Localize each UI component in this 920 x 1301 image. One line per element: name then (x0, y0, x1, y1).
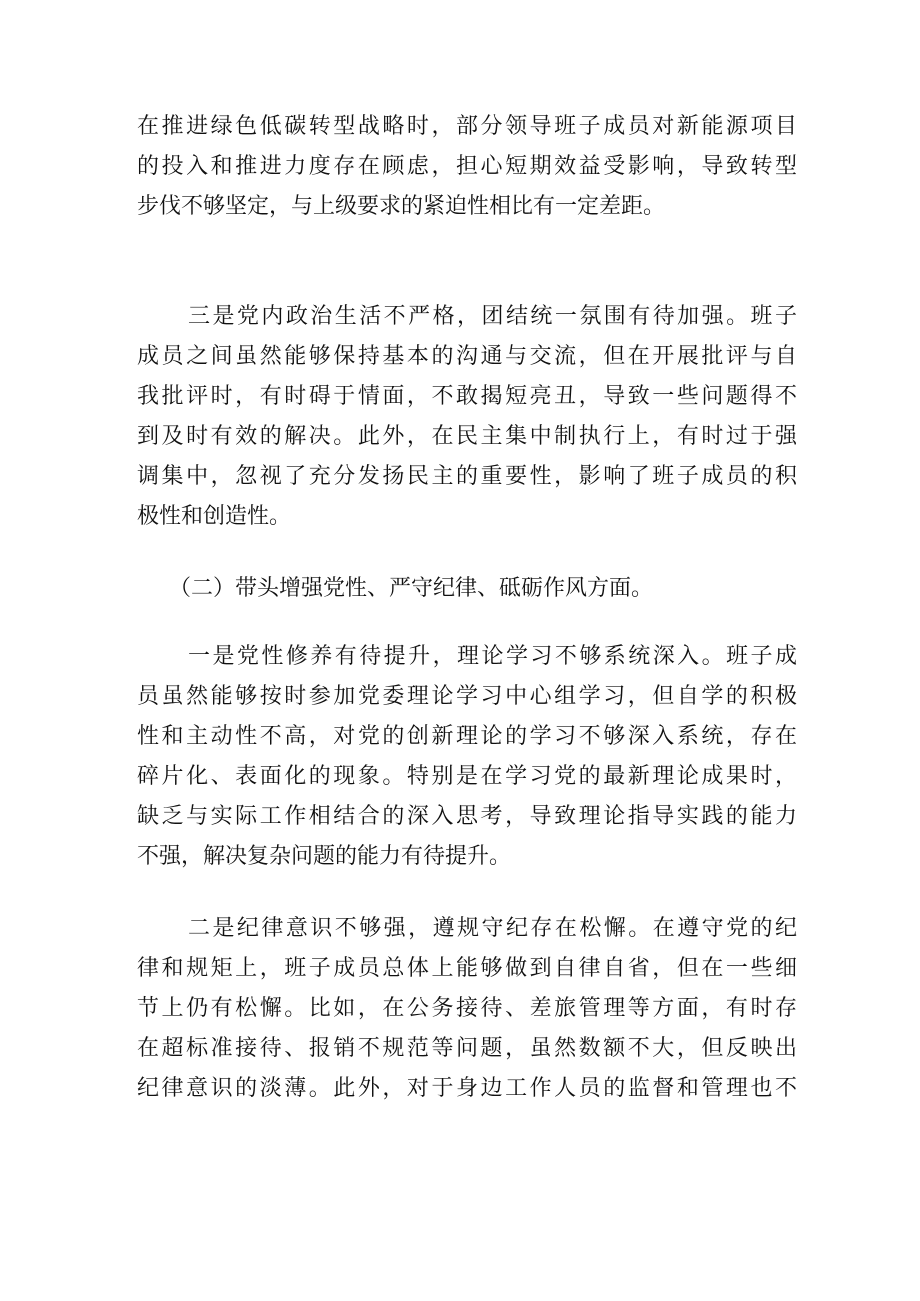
text-line: 一是党性修养有待提升，理论学习不够系统深入。班子成 (188, 644, 797, 669)
text-line: 碎片化、表面化的现象。特别是在学习党的最新理论成果时， (137, 764, 797, 789)
text-line: 员虽然能够按时参加党委理论学习中心组学习，但自学的积极 (137, 684, 797, 709)
text-line: 步伐不够坚定，与上级要求的紧迫性相比有一定差距。 (137, 194, 666, 219)
text-line: 二是纪律意识不够强，遵规守纪存在松懈。在遵守党的纪 (188, 916, 797, 941)
text-line: 的投入和推进力度存在顾虑，担心短期效益受影响，导致转型 (137, 154, 797, 179)
text-line: 性和主动性不高，对党的创新理论的学习不够深入系统，存在 (137, 724, 797, 749)
paragraph-1 (137, 110, 797, 224)
text-line: 三是党内政治生活不严格，团结统一氛围有待加强。班子 (188, 304, 797, 329)
text-line: 缺乏与实际工作相结合的深入思考，导致理论指导实践的能力 (137, 804, 797, 829)
text-line: 在超标准接待、报销不规范等问题，虽然数额不大，但反映出 (137, 1036, 797, 1061)
paragraph-3 (137, 640, 797, 874)
text-line: 极性和创造性。 (137, 504, 292, 529)
paragraph-4 (137, 912, 797, 1106)
section-heading (137, 572, 797, 606)
text-line: 节上仍有松懈。比如，在公务接待、差旅管理等方面，有时存 (137, 996, 797, 1021)
text-line: 在推进绿色低碳转型战略时，部分领导班子成员对新能源项目 (137, 114, 797, 139)
text-line: 调集中，忽视了充分发扬民主的重要性，影响了班子成员的积 (137, 464, 797, 489)
heading-text: （二）带头增强党性、严守纪律、砥砺作风方面。 (169, 576, 654, 601)
text-line: 成员之间虽然能够保持基本的沟通与交流，但在开展批评与自 (137, 344, 797, 369)
paragraph-2 (137, 300, 797, 534)
text-line: 律和规矩上，班子成员总体上能够做到自律自省，但在一些细 (137, 956, 797, 981)
text-line: 不强，解决复杂问题的能力有待提升。 (137, 844, 512, 869)
text-line: 纪律意识的淡薄。此外，对于身边工作人员的监督和管理也不 (137, 1076, 797, 1101)
text-line: 到及时有效的解决。此外，在民主集中制执行上，有时过于强 (137, 424, 797, 449)
text-line: 我批评时，有时碍于情面，不敢揭短亮丑，导致一些问题得不 (137, 384, 797, 409)
